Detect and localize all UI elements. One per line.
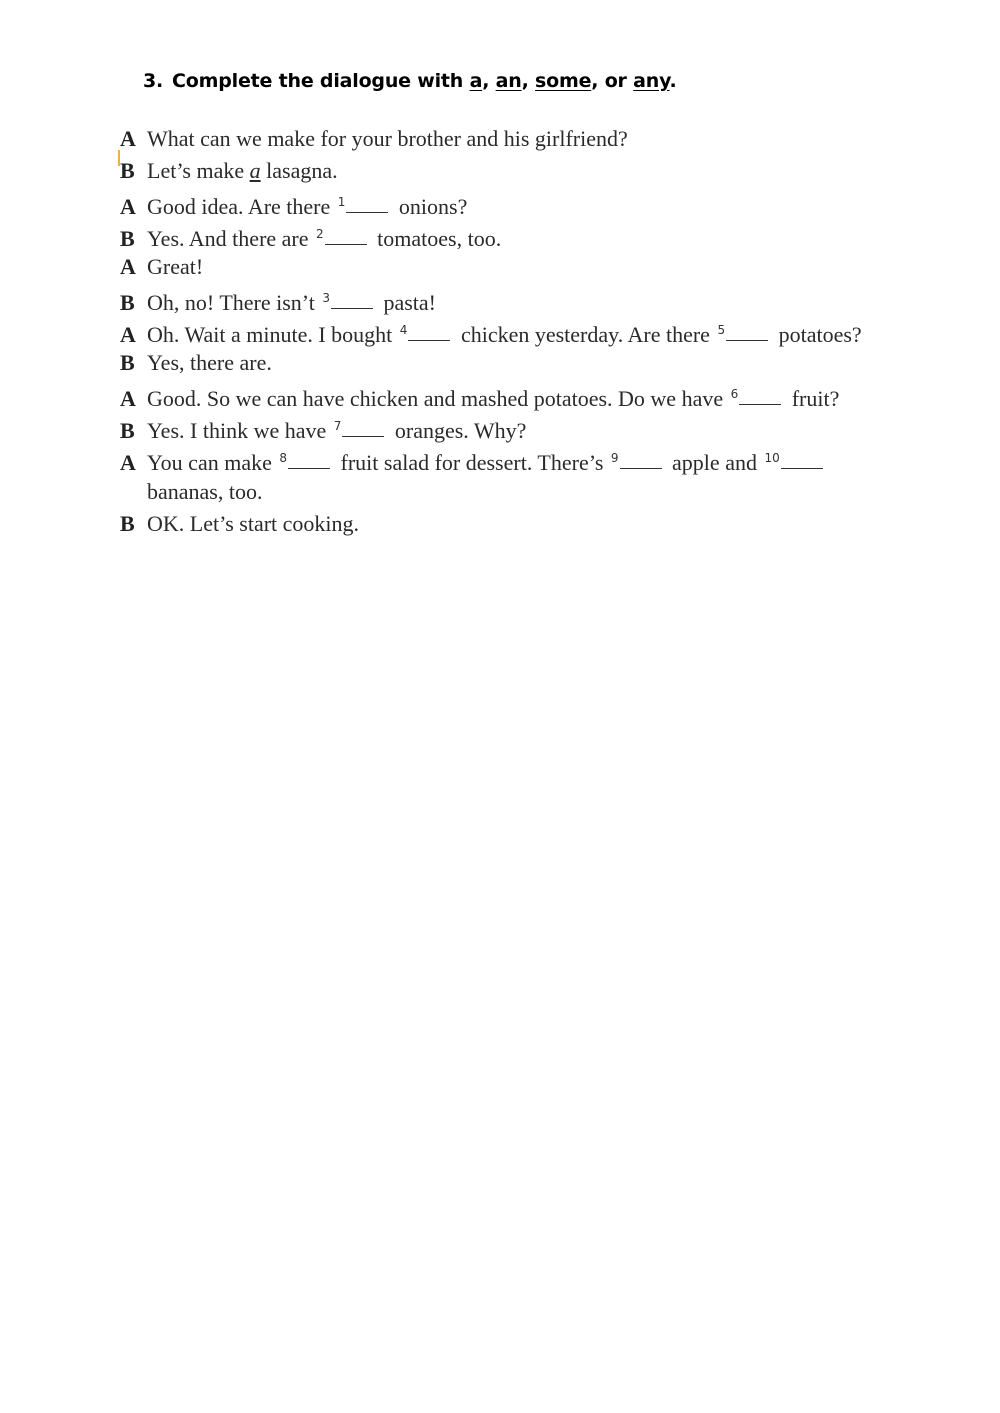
exercise-instruction	[143, 70, 677, 92]
text-segment: chicken yesterday. Are there	[455, 322, 716, 347]
line-text	[147, 188, 467, 221]
text-segment: Yes. I think we have	[147, 418, 332, 443]
text-segment: oranges. Why?	[389, 418, 527, 443]
option-a: a	[469, 70, 483, 92]
example-answer: a	[249, 158, 261, 183]
blank-number: 1	[337, 195, 346, 209]
dialogue-line	[120, 412, 940, 444]
answer-blank[interactable]	[739, 403, 781, 405]
text-segment: Great!	[147, 254, 204, 279]
speaker-label: B	[120, 418, 135, 443]
blank-number: 2	[316, 227, 324, 241]
line-text	[147, 252, 203, 281]
line-text	[147, 316, 862, 349]
line-text	[147, 412, 526, 445]
speaker-label: B	[120, 350, 135, 375]
answer-blank[interactable]	[288, 467, 330, 469]
text-segment: potatoes?	[773, 322, 862, 347]
line-text	[147, 444, 907, 506]
blank-number: 5	[717, 323, 726, 337]
line-text	[147, 509, 359, 538]
dialogue	[120, 124, 940, 541]
line-text	[147, 380, 839, 413]
separator: , or	[591, 70, 634, 92]
text-segment: Oh. Wait a minute. I bought	[147, 322, 398, 347]
text-segment: Yes, there are.	[147, 350, 272, 375]
line-text	[147, 348, 272, 377]
blank-number: 7	[333, 419, 342, 433]
speaker-label: B	[120, 511, 135, 536]
dialogue-line	[120, 188, 940, 220]
blank-number: 10	[764, 451, 780, 465]
text-segment: You can make	[147, 450, 278, 475]
blank-number: 8	[279, 451, 287, 465]
answer-blank[interactable]	[726, 339, 768, 341]
speaker-label: A	[120, 450, 136, 475]
dialogue-line	[120, 124, 940, 156]
speaker-label: B	[120, 290, 135, 315]
speaker-label: A	[120, 254, 136, 279]
dialogue-line	[120, 348, 940, 380]
dialogue-line	[120, 284, 940, 316]
dialogue-line	[120, 156, 940, 188]
answer-blank[interactable]	[346, 211, 388, 213]
speaker-label: A	[120, 194, 136, 219]
line-text	[147, 220, 501, 253]
separator: ,	[521, 70, 536, 92]
text-segment: Good idea. Are there	[147, 194, 336, 219]
answer-blank[interactable]	[408, 339, 450, 341]
exercise-number: 3.	[143, 70, 164, 92]
blank-number: 4	[399, 323, 408, 337]
text-segment: What can we make for your brother and his girlfriend?	[147, 126, 628, 151]
answer-blank[interactable]	[620, 467, 662, 469]
text-segment: Yes. And there are	[147, 226, 315, 251]
option-an: an	[495, 70, 522, 92]
blank-number: 6	[730, 387, 739, 401]
blank-number: 9	[610, 451, 619, 465]
speaker-label: A	[120, 386, 136, 411]
text-segment: fruit salad for dessert. There’s	[335, 450, 609, 475]
dialogue-line	[120, 509, 940, 541]
speaker-label: B	[120, 158, 135, 183]
speaker-label: A	[120, 322, 136, 347]
speaker-label: A	[120, 126, 136, 151]
option-any: any	[633, 70, 670, 92]
text-segment: onions?	[393, 194, 468, 219]
instruction-text: Complete the dialogue with	[172, 70, 470, 92]
option-some: some	[535, 70, 592, 92]
line-text	[147, 284, 436, 317]
blank-number: 3	[322, 291, 330, 305]
answer-blank[interactable]	[781, 467, 823, 469]
text-segment: OK. Let’s start cooking.	[147, 511, 360, 536]
dialogue-line	[120, 316, 940, 348]
instruction-end: .	[669, 70, 677, 92]
text-segment: fruit?	[786, 386, 840, 411]
answer-blank[interactable]	[325, 243, 367, 245]
text-segment: pasta!	[377, 290, 436, 315]
answer-blank[interactable]	[331, 307, 373, 309]
separator: ,	[482, 70, 496, 92]
text-segment: lasagna.	[260, 158, 338, 183]
line-text	[147, 156, 338, 185]
line-text	[147, 124, 628, 153]
dialogue-line	[120, 380, 940, 412]
text-segment: Let’s make	[147, 158, 250, 183]
dialogue-line	[120, 252, 940, 284]
text-segment: Good. So we can have chicken and mashed potatoes. Do we have	[147, 386, 729, 411]
answer-blank[interactable]	[342, 435, 384, 437]
text-segment: tomatoes, too.	[371, 226, 502, 251]
text-segment: apple and	[666, 450, 763, 475]
text-segment: Oh, no! There isn’t	[147, 290, 321, 315]
dialogue-line	[120, 220, 940, 252]
speaker-label: B	[120, 226, 135, 251]
dialogue-line	[120, 444, 940, 506]
text-segment: bananas, too.	[147, 479, 263, 504]
